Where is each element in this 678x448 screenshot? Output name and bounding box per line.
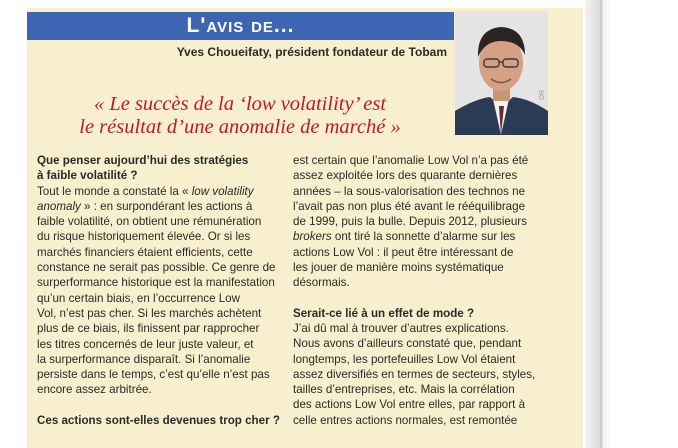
body-line: est certain que l’anomalie Low Vol n’a pas été (293, 154, 529, 167)
body-line: la surperformance disparaît. Si l’anomalie (37, 352, 251, 366)
photo-credit: DR (539, 89, 546, 100)
body-line: actions Low Vol : il peut être intéressant de (293, 245, 514, 259)
body-line: de 1999, puis la bulle. Depuis 2012, plusieurs (293, 215, 527, 229)
pull-quote-line: « Le succès de la ‘low volatility’ est (93, 93, 387, 115)
body-line: longtemps, les portefeuilles Low Vol étaient (293, 352, 516, 366)
page-gutter (585, 0, 611, 448)
body-line: assez diversifiés en termes de secteurs, styles, (293, 367, 536, 381)
body-line: Nous avons d’ailleurs constaté que, pendant (293, 337, 522, 351)
right-column (293, 153, 543, 428)
question-heading: Que penser aujourd’hui des stratégies (37, 154, 249, 167)
body-line: faible volatilité, on obtient une rémunération (37, 215, 262, 229)
body-line: tailles d’entreprises, etc. Mais la corrélation (293, 383, 515, 397)
body-line: les titres concernés de leur juste valeur, et (37, 337, 254, 351)
body-line: encore assez arbitrée. (37, 383, 152, 397)
body-line: désormais. (293, 276, 350, 290)
body-line: anomaly » : en surpondérant les actions à (37, 199, 253, 213)
pull-quote (30, 93, 450, 139)
body-line: l’avait pas non plus été avant le rééquilibrage (293, 199, 526, 213)
portrait-photo (455, 11, 548, 135)
body-line: J’ai dû mal à trouver d’autres explications. (293, 321, 509, 335)
question-heading: Serait-ce lié à un effet de mode ? (293, 306, 475, 320)
body-line: Tout le monde a constaté la « low volatility (37, 184, 254, 198)
body-line: plus de ce biais, ils finissent par rapprocher (37, 322, 260, 336)
body-line: Vol, n’est pas cher. Si les marchés achètent (37, 306, 262, 320)
body-line: celle entres actions normales, est remontée (293, 413, 518, 427)
body-line: qu’un certain biais, en l’occurrence Low (37, 291, 241, 305)
body-line: constance ne serait pas possible. Ce genre de (37, 261, 276, 275)
body-line: brokers ont tiré la sonnette d’alarme sur les (293, 230, 516, 244)
left-column (37, 153, 287, 428)
question-heading: Ces actions sont-elles devenues trop cher ? (37, 413, 280, 427)
body-line: des actions Low Vol entre elles, par rapport à (293, 398, 526, 412)
section-title: L'avis de... (186, 14, 295, 37)
page-margin (0, 0, 24, 448)
body-line: marchés financiers étaient efficients, cette (37, 245, 253, 259)
portrait-image (455, 11, 548, 135)
body-line: années – la sous-valorisation des technos ne (293, 184, 526, 198)
body-line: du risque historiquement élevée. Or si les (37, 230, 251, 244)
pull-quote-line: le résultat d’une anomalie de marché » (79, 116, 401, 138)
body-line: surperformance historique est la manifestation (37, 276, 275, 290)
byline: Yves Choueifaty, président fondateur de Tobam (176, 45, 447, 59)
facing-page (611, 0, 678, 448)
body-line: assez exploitée lors des quarante dernières (293, 169, 518, 183)
body-line: persiste dans le temps, c’est qu’elle n’est pas (37, 368, 270, 382)
question-heading: à faible volatilité ? (37, 169, 138, 183)
body-line: les jouer de manière moins systématique (293, 261, 504, 275)
